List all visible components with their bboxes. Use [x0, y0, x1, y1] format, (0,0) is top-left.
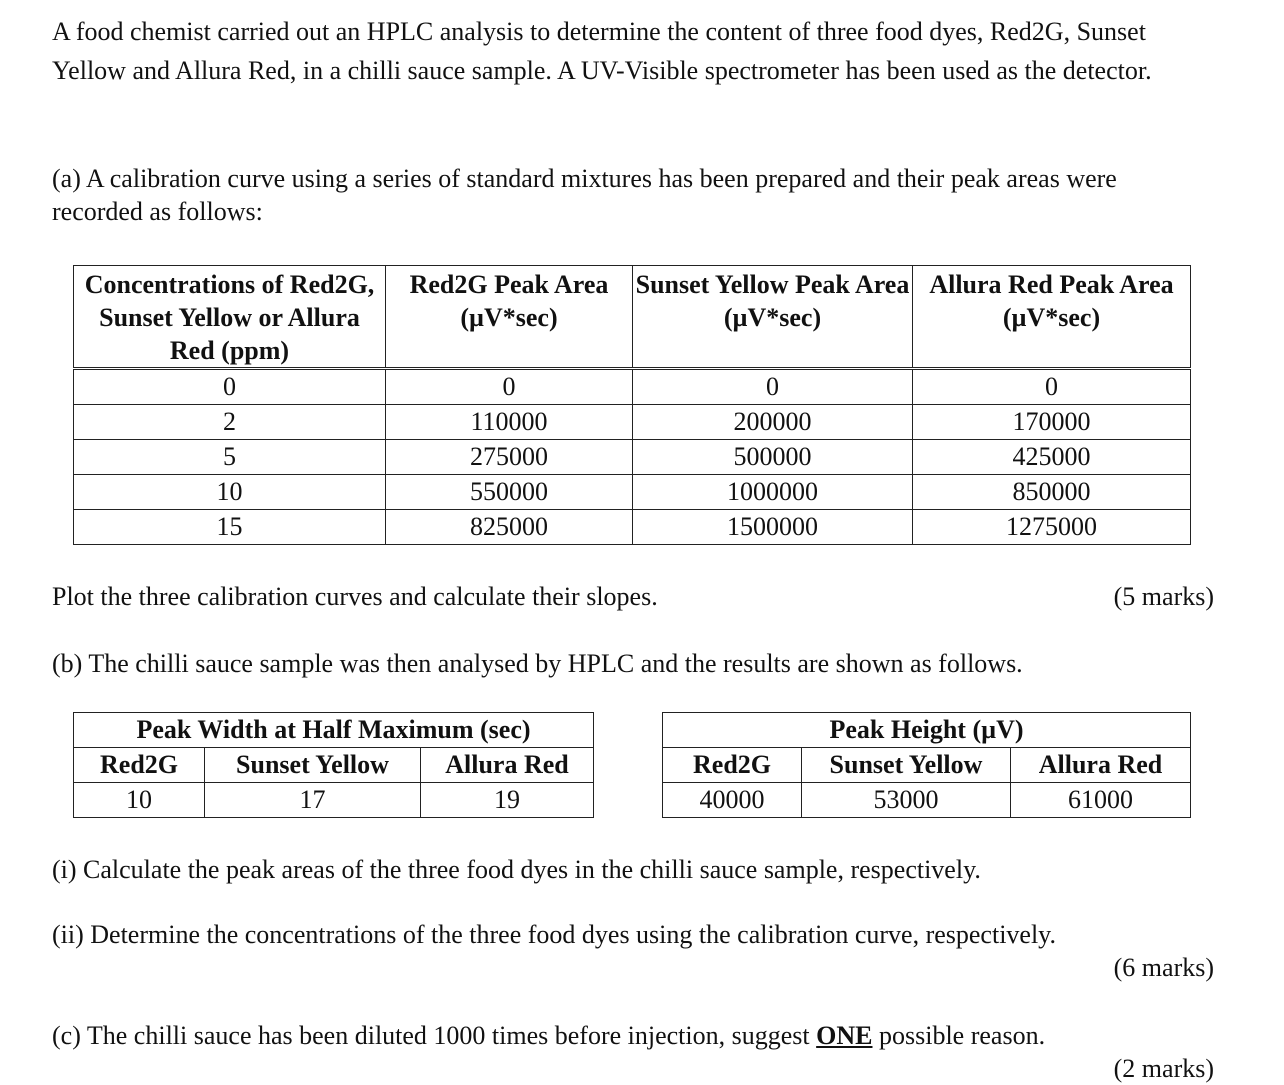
part-c-emphasis: ONE	[816, 1021, 873, 1050]
cell: 1000000	[633, 475, 913, 510]
part-a-instruction: Plot the three calibration curves and calculate their slopes.	[52, 582, 658, 611]
cell: 0	[913, 369, 1191, 405]
part-b-question-ii-block	[52, 918, 1214, 984]
header-red2g-area: Red2G Peak Area (µV*sec)	[386, 266, 633, 369]
width-value-red2g: 10	[74, 783, 205, 818]
cell: 2	[74, 405, 386, 440]
part-c-text-before: (c) The chilli sauce has been diluted 1000 times before injection, suggest	[52, 1021, 817, 1050]
height-header-red2g: Red2G	[663, 748, 802, 783]
header-sunset-yellow-area: Sunset Yellow Peak Area (µV*sec)	[633, 266, 913, 369]
width-header-sunset-yellow: Sunset Yellow	[205, 748, 421, 783]
table-row	[74, 475, 1191, 510]
height-value-allura-red: 61000	[1011, 783, 1191, 818]
cell: 0	[386, 369, 633, 405]
cell: 0	[74, 369, 386, 405]
cell: 15	[74, 510, 386, 545]
peak-width-table	[73, 712, 594, 818]
cell: 850000	[913, 475, 1191, 510]
table-row	[663, 783, 1191, 818]
height-header-sunset-yellow: Sunset Yellow	[802, 748, 1011, 783]
peak-height-table	[662, 712, 1191, 818]
cell: 550000	[386, 475, 633, 510]
part-c-text-after: possible reason.	[872, 1021, 1046, 1050]
part-a-marks: (5 marks)	[1113, 582, 1214, 611]
part-b-question-i: (i) Calculate the peak areas of the three food dyes in the chilli sauce sample, respectively.	[52, 855, 981, 884]
width-header-allura-red: Allura Red	[421, 748, 594, 783]
part-c-block	[52, 1019, 1214, 1085]
cell: 425000	[913, 440, 1191, 475]
calibration-table	[73, 265, 1191, 545]
part-a-instruction-line	[52, 577, 1214, 616]
table-row	[74, 748, 594, 783]
part-a-question: (a) A calibration curve using a series of standard mixtures has been prepared and their peak areas were recorded as follows:	[52, 164, 1117, 226]
height-value-sunset-yellow: 53000	[802, 783, 1011, 818]
part-b-question: (b) The chilli sauce sample was then analysed by HPLC and the results are shown as follows.	[52, 649, 1023, 678]
table-header-row	[74, 266, 1191, 369]
intro-paragraph: A food chemist carried out an HPLC analysis to determine the content of three food dyes, Red2G, Sunset Yellow and Allura Red, in a chilli sauce sample. A UV-Visible spectrometer has been used as the detector.	[52, 17, 1152, 85]
width-value-allura-red: 19	[421, 783, 594, 818]
cell: 500000	[633, 440, 913, 475]
width-header-red2g: Red2G	[74, 748, 205, 783]
part-b-question-ii: (ii) Determine the concentrations of the three food dyes using the calibration curve, respectively.	[52, 920, 1056, 949]
part-c-question	[52, 1019, 1214, 1052]
table-row	[663, 748, 1191, 783]
peak-width-title: Peak Width at Half Maximum (sec)	[74, 713, 594, 748]
width-value-sunset-yellow: 17	[205, 783, 421, 818]
cell: 0	[633, 369, 913, 405]
peak-height-title: Peak Height (µV)	[663, 713, 1191, 748]
cell: 10	[74, 475, 386, 510]
cell: 825000	[386, 510, 633, 545]
cell: 5	[74, 440, 386, 475]
cell: 275000	[386, 440, 633, 475]
header-allura-red-area: Allura Red Peak Area (µV*sec)	[913, 266, 1191, 369]
cell: 170000	[913, 405, 1191, 440]
table-row	[74, 783, 594, 818]
table-row	[74, 369, 1191, 405]
table-row	[74, 405, 1191, 440]
header-concentration: Concentrations of Red2G, Sunset Yellow or Allura Red (ppm)	[74, 266, 386, 369]
cell: 110000	[386, 405, 633, 440]
height-header-allura-red: Allura Red	[1011, 748, 1191, 783]
table-row	[74, 440, 1191, 475]
part-b-marks: (6 marks)	[1113, 953, 1214, 982]
part-c-marks: (2 marks)	[1113, 1054, 1214, 1083]
cell: 200000	[633, 405, 913, 440]
cell: 1275000	[913, 510, 1191, 545]
cell: 1500000	[633, 510, 913, 545]
height-value-red2g: 40000	[663, 783, 802, 818]
table-row	[74, 510, 1191, 545]
